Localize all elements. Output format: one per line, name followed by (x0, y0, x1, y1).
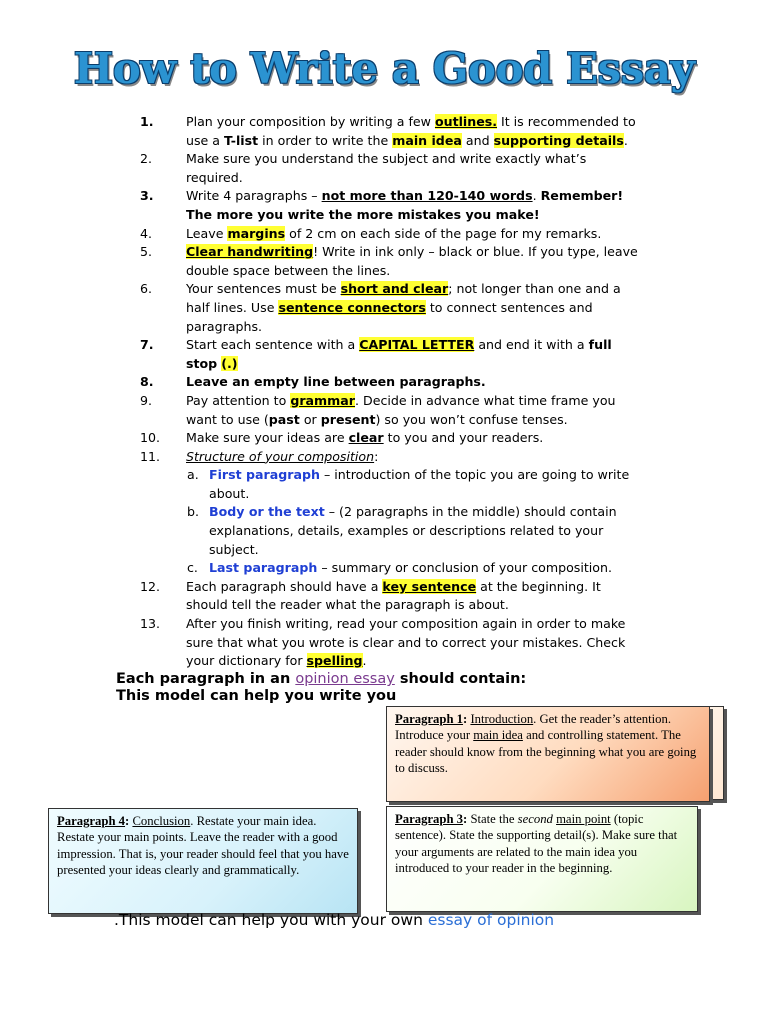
margins-term: margins (227, 225, 286, 241)
sentence-connectors-term: sentence connectors (278, 299, 426, 315)
model-help-line: This model can help you write you (116, 688, 397, 704)
list-item-3: 3. Write 4 paragraphs – not more than 120-140 words. Remember! The more you write the more mistakes you make! (140, 188, 624, 222)
outlines-term: outlines. (434, 114, 498, 129)
key-sentence-term: key sentence (382, 578, 477, 594)
item-number: 3. (140, 188, 154, 204)
t-list-term: T-list (224, 132, 259, 148)
supporting-details-term: supporting details (493, 132, 624, 148)
item-number: 6. (140, 281, 153, 297)
page-title: How to Write a Good Essay (73, 44, 695, 93)
list-item-6: 6. Your sentences must be short and clear; not longer than one and a half lines. Use sentence connectors to connect sentences and paragraphs. (140, 281, 621, 334)
list-item-12: 12. Each paragraph should have a key sentence at the beginning. It should tell the reader what the paragraph is about. (140, 578, 601, 613)
clear-handwriting-term: Clear handwriting (186, 244, 314, 260)
item-number: 1. (140, 114, 154, 129)
opinion-essay-link[interactable]: opinion essay (295, 671, 395, 687)
paragraph-1-box: Paragraph 1: Introduction. Get the reader’s attention. Introduce your main idea and controlling statement. The reader should know from the beginning what you are going to discuss. (386, 706, 710, 802)
word-limit: not more than 120-140 words (321, 188, 533, 204)
last-paragraph-label: Last paragraph (209, 560, 318, 576)
item-number: 13. (140, 616, 161, 632)
opinion-essay-intro: Each paragraph in an opinion essay should contain: (116, 671, 527, 687)
paragraph-1-title: Paragraph 1 (395, 712, 464, 726)
paragraph-4-box: Paragraph 4: Conclusion. Restate your main idea. Restate your main points. Leave the reader with a good impression. That is, your reader should feel that you have presented your ideas clearly and grammatically. (48, 808, 358, 914)
main-idea-term: main idea (473, 728, 523, 743)
list-item-2: 2. Make sure you understand the subject and write exactly what’s required. (140, 151, 587, 185)
sub-item-letter: a. (187, 467, 199, 483)
grammar-term: grammar (290, 392, 355, 408)
item-number: 7. (140, 337, 154, 353)
list-item-1: 1. Plan your composition by writing a few outlines. It is recommended to use a T-list in order to write the main idea and supporting details. (140, 114, 636, 148)
conclusion-term: Conclusion (132, 814, 191, 828)
sub-item-letter: b. (187, 504, 199, 520)
item-number: 12. (140, 578, 161, 594)
full-stop-term: full stop (186, 337, 612, 371)
list-item-7: 7. Start each sentence with a CAPITAL LETTER and end it with a full stop (.) (140, 337, 612, 371)
item-number: 4. (140, 225, 153, 241)
list-item-5: 5. Clear handwriting! Write in ink only – black or blue. If you type, leave double space between the lines. (140, 244, 638, 278)
present-term: present (320, 411, 376, 427)
past-term: past (268, 411, 300, 427)
sub-item-c: c. Last paragraph – summary or conclusion of your composition. (0, 559, 647, 578)
paragraph-4-title: Paragraph 4 (57, 814, 126, 828)
essay-of-opinion-link[interactable]: essay of opinion (427, 911, 555, 929)
introduction-term: Introduction (470, 712, 534, 726)
second-term: second (517, 812, 553, 826)
paragraph-3-title: Paragraph 3 (395, 812, 464, 826)
instruction-list (0, 113, 768, 671)
sub-item-a: a. First paragraph – introduction of the topic you are going to write about. (187, 467, 630, 501)
item-number: 9. (140, 392, 153, 408)
sub-item-b: b. Body or the text – (2 paragraphs in the middle) should contain explanations, details, examples or descriptions related to your subject. (187, 504, 617, 557)
item-number: 8. (140, 374, 154, 390)
item-number: 10. (140, 430, 161, 446)
sub-item-letter: c. (187, 560, 198, 576)
list-item-9: 9. Pay attention to grammar. Decide in advance what time frame you want to use (past or present) so you won’t confuse tenses. (140, 392, 616, 427)
list-item-4: 4. Leave margins of 2 cm on each side of the page for my remarks. (0, 225, 646, 244)
main-idea-term: main idea (392, 132, 462, 148)
capital-letter-term: CAPITAL LETTER (359, 337, 475, 353)
body-label: Body or the text (209, 504, 325, 520)
main-point-term: main point (556, 812, 611, 826)
list-item-8: 8. Leave an empty line between paragraphs. (0, 373, 646, 392)
paragraph-3-box: Paragraph 3: State the second main point (topic sentence). State the supporting detail(s). Make sure that your arguments are related to the main idea you introduced to your reader in the beginning. (386, 806, 698, 912)
list-item-11: 11. Structure of your composition: (0, 448, 646, 467)
remember-note: Remember! The more you write the more mistakes you make! (186, 188, 624, 222)
list-item-10: 10. Make sure your ideas are clear to you and your readers. (0, 429, 646, 448)
spelling-term: spelling (306, 653, 363, 669)
clear-term: clear (348, 430, 384, 446)
structure-heading: Structure of your composition (186, 448, 375, 464)
first-paragraph-label: First paragraph (209, 467, 320, 483)
list-item-13: 13. After you finish writing, read your composition again in order to make sure that what you wrote is clear and to correct your mistakes. Check your dictionary for spelling. (140, 616, 626, 669)
item-number: 2. (140, 151, 153, 167)
item-number: 5. (140, 244, 153, 260)
short-and-clear-term: short and clear (340, 281, 449, 297)
full-stop-symbol: (.) (221, 355, 238, 371)
item-number: 11. (140, 448, 161, 464)
final-model-line: .This model can help you with your own essay of opinion (114, 911, 555, 929)
